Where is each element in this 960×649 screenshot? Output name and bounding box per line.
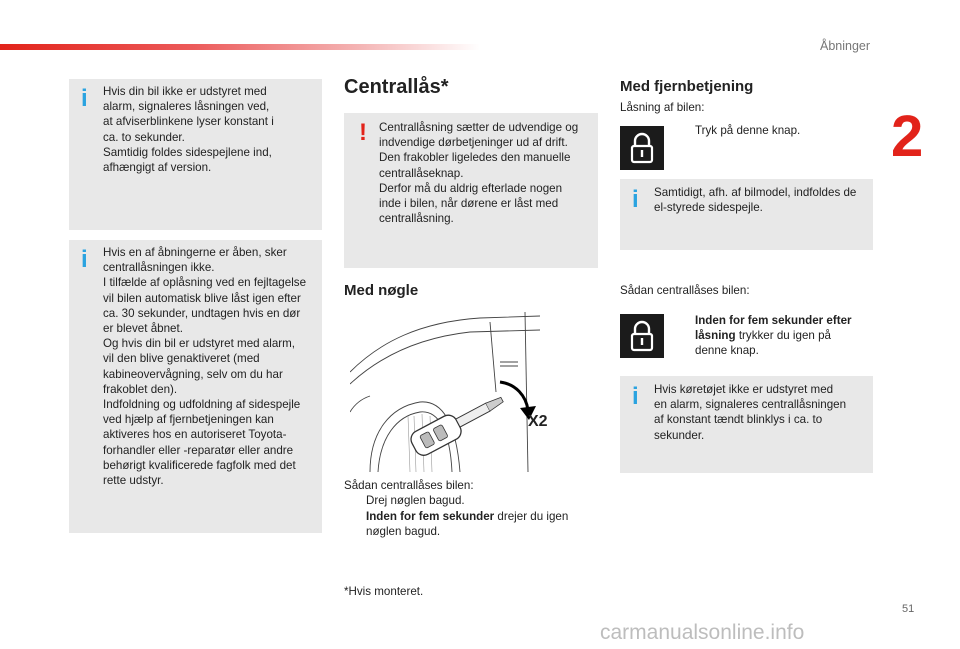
key-illustration [350, 312, 550, 472]
section-name: Åbninger [820, 39, 871, 53]
info-text-no-alarm: Hvis køretøjet ikke er udstyret med en alarm, signaleres centrallåsningen af konstant tændt blinklys i ca. to sekunder. [654, 383, 847, 442]
info-box-mirrors [620, 179, 873, 250]
info-text-open-doors: Hvis en af åbningerne er åben, sker centrallåsningen ikke. I tilfælde af oplåsning ved en fejltagelse vil bilen automatisk blive låst igen efter ca. 30 sekunder, undtagen hvis en dør er blevet åbnet. Og hvis din bil er udstyret med alarm, vil den blive genaktiveret (med kabineovervågning, selv om du har frakoblet den). Indfoldning og udfoldning af sidespejle ved hjælp af fjernbetjeningen kan aktiveres hos en autoriseret Toyota- forhandler eller -reparatør eller andre behørigt kvalificerede fagfolk med det rette udstyr. [103, 246, 307, 488]
info-text-alarm-signal: Hvis din bil ikke er udstyret med alarm, signaleres låsningen ved, at afviserblinkene lyser konstant i ca. to sekunder. Samtidig foldes sidespejlene ind, afhængigt af version. [103, 85, 274, 175]
info-icon: i [81, 85, 88, 112]
warning-text: Centrallåsning sætter de udvendige og indvendige dørbetjeninger ud af drift. Den frakobler ligeledes den manuelle centrallåseknap. Derfor må du aldrig efterlade nogen inde i bilen, når dørene er låst med centrallåsning. [379, 121, 579, 226]
info-box-open-doors [69, 240, 322, 533]
page-number: 51 [902, 603, 915, 615]
footnote: *Hvis monteret. [344, 585, 424, 598]
turn-count-label: X2 [528, 413, 548, 430]
info-box-no-alarm [620, 376, 873, 473]
remote-lock-button-image [620, 314, 664, 358]
warning-icon: ! [359, 119, 367, 146]
info-icon: i [632, 383, 639, 410]
key-lock-intro: Sådan centrallåses bilen: [344, 479, 474, 492]
remote-lock-button-image [620, 126, 664, 170]
car-key-turn-icon [350, 312, 550, 472]
page-title: Centrallås* [344, 76, 449, 98]
watermark: carmanualsonline.info [600, 621, 805, 644]
key-heading: Med nøgle [344, 282, 419, 299]
info-text-mirrors: Samtidigt, afh. af bilmodel, indfoldes de el-styrede sidespejle. [654, 186, 857, 215]
remote-central-intro: Sådan centrallåses bilen: [620, 284, 750, 297]
remote-heading: Med fjernbetjening [620, 78, 754, 95]
remote-lock-intro: Låsning af bilen: [620, 101, 705, 114]
lock-icon [620, 314, 664, 358]
warning-box-central-locking [344, 113, 598, 268]
remote-step-press: Tryk på denne knap. [695, 124, 801, 137]
chapter-number: 2 [891, 104, 924, 169]
header-accent-bar [0, 44, 480, 50]
remote-step-second-press: Inden for fem sekunder efter låsning trykker du igen på denne knap. [695, 314, 852, 358]
info-box-alarm-signal [69, 79, 322, 230]
key-step-1: Drej nøglen bagud. [366, 494, 465, 507]
info-icon: i [632, 186, 639, 213]
info-icon: i [81, 246, 88, 273]
key-step-2: Inden for fem sekunder drejer du igen nøglen bagud. [366, 510, 569, 539]
lock-icon [620, 126, 664, 170]
